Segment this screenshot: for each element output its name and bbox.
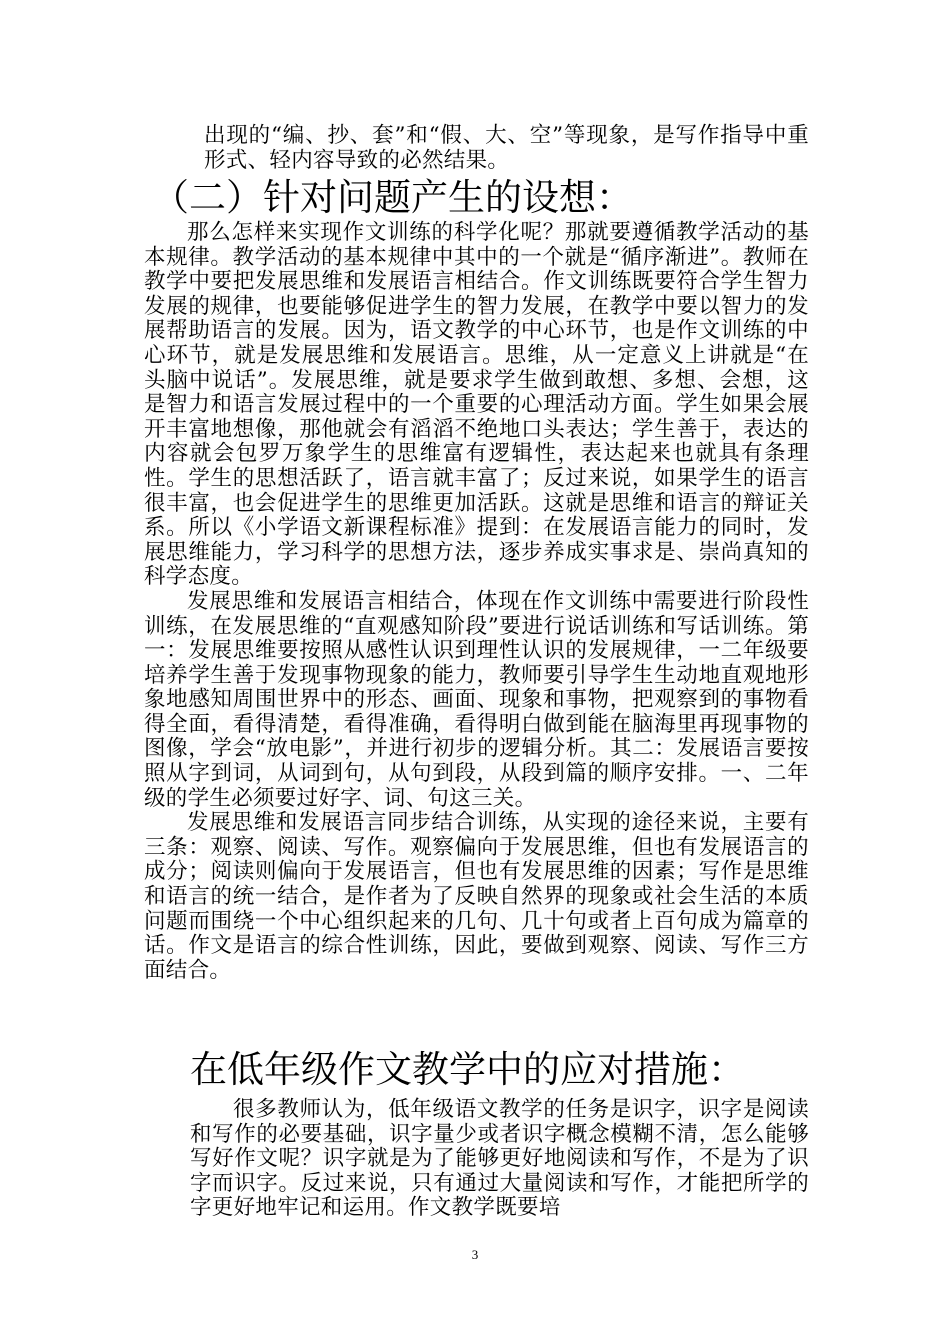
intro-paragraph: 出现的“编、抄、套”和“假、大、空”等现象，是写作指导中重形式、轻内容导致的必然结果。	[204, 123, 809, 173]
section-heading-measures: 在低年级作文教学中的应对措施：	[190, 1048, 745, 1091]
body-paragraph: 发展思维和发展语言同步结合训练，从实现的途径来说，主要有三条：观察、阅读、写作。观察偏向于发展思维，但也有发展语言的成分；阅读则偏向于发展语言，但也有发展思维的因素；写作是思维和语言的统一结合，是作者为了反映自然界的现象或社会生活的本质问题而围绕一个中心组织起来的几句、几十句或者上百句成为篇章的话。作文是语言的综合性训练，因此，要做到观察、阅读、写作三方面结合。	[144, 810, 809, 983]
body-paragraph: 很多教师认为，低年级语文教学的任务是识字，识字是阅读和写作的必要基础，识字量少或者识字概念模糊不清，怎么能够写好作文呢？识字就是为了能够更好地阅读和写作，不是为了识字而识字。反过来说，只有通过大量阅读和写作，才能把所学的字更好地牢记和运用。作文教学既要培	[190, 1097, 809, 1221]
section-heading-ideas: （二）针对问题产生的设想：	[152, 176, 633, 219]
ideas-body	[144, 221, 809, 983]
intro-block	[204, 124, 809, 173]
page-number: 3	[471, 1247, 479, 1262]
body-paragraph: 发展思维和发展语言相结合，体现在作文训练中需要进行阶段性训练，在发展思维的“直观感知阶段”要进行说话训练和写话训练。第一：发展思维要按照从感性认识到理性认识的发展规律，一二年级要培养学生善于发现事物现象的能力，教师要引导学生生动地直观地形象地感知周围世界中的形态、画面、现象和事物，把观察到的事物看得全面，看得清楚，看得准确，看得明白做到能在脑海里再现事物的图像，学会“放电影”，并进行初步的逻辑分析。其二：发展语言要按照从字到词，从词到句，从句到段，从段到篇的顺序安排。一、二年级的学生必须要过好字、词、句这三关。	[144, 588, 809, 811]
measures-body	[190, 1098, 809, 1221]
body-paragraph: 那么怎样来实现作文训练的科学化呢？那就要遵循教学活动的基本规律。教学活动的基本规律中其中的一个就是“循序渐进”。教师在教学中要把发展思维和发展语言相结合。作文训练既要符合学生智力发展的规律，也要能够促进学生的智力发展，在教学中要以智力的发展帮助语言的发展。因为，语文教学的中心环节，也是作文训练的中心环节，就是发展思维和发展语言。思维，从一定意义上讲就是“在头脑中说话”。发展思维，就是要求学生做到敢想、多想、会想，这是智力和语言发展过程中的一个重要的心理活动方面。学生如果会展开丰富地想像，那他就会有滔滔不绝地口头表达；学生善于，表达的内容就会包罗万象学生的思维富有逻辑性，表达起来也就具有条理性。学生的思想活跃了，语言就丰富了；反过来说，如果学生的语言很丰富，也会促进学生的思维更加活跃。这就是思维和语言的辩证关系。所以《小学语文新课程标准》提到：在发展语言能力的同时，发展思维能力，学习科学的思想方法，逐步养成实事求是、崇尚真知的科学态度。	[144, 220, 809, 590]
